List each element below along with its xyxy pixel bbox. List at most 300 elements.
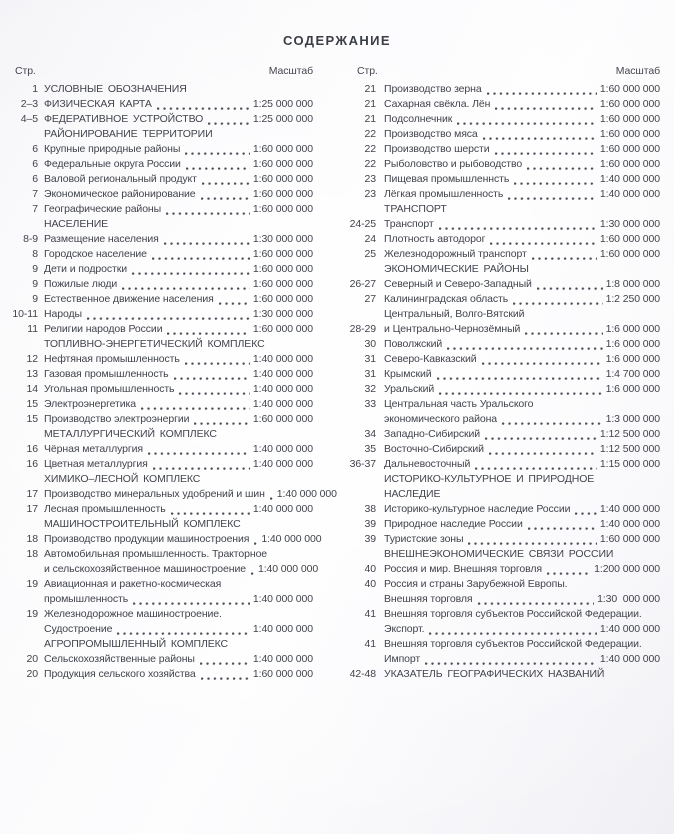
dot-leader [487, 92, 597, 95]
entry-title: Естественное движение населения [44, 293, 214, 305]
page-number: 32 [364, 383, 376, 395]
page-number: 42-48 [349, 668, 376, 680]
toc-heading-line [345, 202, 660, 217]
dot-leader [185, 152, 250, 155]
page-number: 22 [364, 143, 376, 155]
toc-entry-line [12, 592, 313, 607]
entry-title: Городское население [44, 248, 147, 260]
scale-value: 1:60 000 000 [599, 128, 660, 140]
scale-value: 1:40 000 000 [599, 623, 660, 635]
page-number: 35 [364, 443, 376, 455]
entry-title: Дальневосточный [384, 458, 471, 470]
entry-title: Историко-культурное наследие России [384, 503, 571, 515]
toc-heading-line [12, 427, 313, 442]
toc-column-left [12, 64, 337, 682]
page-number: 4–5 [20, 113, 38, 125]
entry-title: Природное наследие России [384, 518, 523, 530]
toc-entry-line [345, 232, 660, 247]
scale-value: 1:40 000 000 [252, 593, 313, 605]
toc-rows [12, 82, 337, 682]
dot-leader [439, 392, 602, 395]
dot-leader [167, 332, 249, 335]
page-number: 8 [32, 248, 38, 260]
page-number: 33 [364, 398, 376, 410]
page-number: 6 [32, 158, 38, 170]
scale-value: 1:40 000 000 [252, 368, 313, 380]
dot-leader [483, 137, 597, 140]
entry-title: Пищевая промышленнсть [384, 173, 510, 185]
dot-leader [485, 437, 597, 440]
dot-leader [174, 377, 250, 380]
toc-entry-line [345, 412, 660, 427]
toc-heading-line [12, 337, 313, 352]
scale-value: 1:60 000 000 [252, 143, 313, 155]
entry-title: ВНЕШНЕЭКОНОМИЧЕСКИЕ СВЯЗИ РОССИИ [384, 548, 614, 560]
dot-leader [514, 182, 597, 185]
page-number: 2–3 [20, 98, 38, 110]
entry-title: Россия и страны Зарубежной Европы. [384, 578, 568, 590]
page-number: 1 [32, 83, 38, 95]
toc-entry-line [345, 157, 660, 172]
toc-entry-line [345, 292, 660, 307]
dot-leader [201, 197, 250, 200]
toc-entry-line [345, 277, 660, 292]
toc-entry-line [12, 322, 313, 337]
entry-title: Производство зерна [384, 83, 482, 95]
entry-title: Железнодорожное машиностроение. [44, 608, 222, 620]
toc-entry-line [345, 607, 660, 622]
entry-title: ФИЗИЧЕСКАЯ КАРТА [44, 98, 152, 110]
scale-value: 1:30 000 000 [252, 308, 313, 320]
scale-value: 1:40 000 000 [252, 458, 313, 470]
toc-heading-line [345, 667, 660, 682]
dot-leader [439, 227, 597, 230]
page-number: 40 [364, 578, 376, 590]
dot-leader [132, 272, 250, 275]
toc-heading-line [345, 262, 660, 277]
toc-entry-line [345, 592, 660, 607]
scale-value: 1:40 000 000 [252, 398, 313, 410]
entry-title: Размещение населения [44, 233, 159, 245]
toc-entry-line [345, 247, 660, 262]
scale-value: 1:40 000 000 [261, 533, 322, 545]
page-number: 8-9 [23, 233, 38, 245]
page-number: 39 [364, 533, 376, 545]
dot-leader [153, 467, 250, 470]
scale-value: 1:60 000 000 [599, 83, 660, 95]
dot-leader [429, 632, 596, 635]
scale-value: 1:60 000 000 [252, 278, 313, 290]
entry-title: ФЕДЕРАТИВНОЕ УСТРОЙСТВО [44, 113, 204, 125]
scale-value: 1:25 000 000 [252, 113, 313, 125]
page-number: 41 [364, 638, 376, 650]
entry-title: Цветная металлургия [44, 458, 148, 470]
dot-leader [425, 662, 597, 665]
dot-leader [179, 392, 249, 395]
toc-entry-line [12, 547, 313, 562]
dot-leader [157, 107, 250, 110]
toc-entry-line [345, 217, 660, 232]
entry-title: Угольная промышленность [44, 383, 175, 395]
entry-title: Сельскохозяйственные районы [44, 653, 195, 665]
page-number: 31 [364, 353, 376, 365]
page-number: 20 [26, 653, 38, 665]
toc-entry-line [345, 127, 660, 142]
entry-title: Валовой региональный продукт [44, 173, 197, 185]
dot-leader [513, 302, 602, 305]
scale-value: 1:8 000 000 [605, 278, 660, 290]
entry-title: Продукция сельского хозяйства [44, 668, 196, 680]
page-number: 15 [26, 398, 38, 410]
dot-leader [87, 317, 250, 320]
toc-entry-line [345, 532, 660, 547]
toc-entry-line [12, 262, 313, 277]
page-number: 24-25 [349, 218, 376, 230]
entry-title: и Центрально-Чернозёмный [384, 323, 521, 335]
page-number: 6 [32, 173, 38, 185]
entry-title: Судостроение [44, 623, 113, 635]
scale-value: 1:60 000 000 [252, 248, 313, 260]
entry-title: ТОПЛИВНО-ЭНЕРГЕТИЧЕСКИЙ КОМПЛЕКС [44, 338, 265, 350]
page-number: 7 [32, 188, 38, 200]
page-number: 15 [26, 413, 38, 425]
toc-entry-line [12, 412, 313, 427]
dot-leader [141, 407, 250, 410]
scale-value: 1:60 000 000 [252, 173, 313, 185]
entry-title: Лёгкая промышленность [384, 188, 504, 200]
scale-value: 1:40 000 000 [257, 563, 319, 575]
dot-leader [495, 152, 597, 155]
toc-entry-line [12, 172, 313, 187]
toc-entry-line [345, 622, 660, 637]
toc-entry-line [345, 502, 660, 517]
scale-value: 1:200 000 000 [594, 563, 660, 575]
entry-title: Уральский [384, 383, 435, 395]
scale-value: 1:60 000 000 [252, 263, 313, 275]
dot-leader [537, 287, 603, 290]
entry-title: Плотность автодорог [384, 233, 486, 245]
page-number: 22 [364, 128, 376, 140]
entry-title: Поволжский [384, 338, 443, 350]
entry-title: АГРОПРОМЫШЛЕННЫЙ КОМПЛЕКС [44, 638, 229, 650]
toc-entry-line [345, 457, 660, 472]
entry-title: Транспорт [384, 218, 434, 230]
toc-entry-line [12, 457, 313, 472]
page-number: 28-29 [349, 323, 376, 335]
entry-title: Восточно-Сибирский [384, 443, 484, 455]
page-number: 18 [26, 548, 38, 560]
toc-rows [345, 82, 660, 682]
toc-entry-line [345, 562, 660, 577]
scale-value: 1:60 000 000 [252, 293, 313, 305]
scale-value: 1:60 000 000 [599, 113, 660, 125]
entry-title: Географические районы [44, 203, 162, 215]
entry-title: УСЛОВНЫЕ ОБОЗНАЧЕНИЯ [44, 83, 187, 95]
toc-heading-line [12, 112, 313, 127]
scale-value: 1:40 000 000 [599, 173, 660, 185]
toc-entry-line [12, 202, 313, 217]
page-number: 6 [32, 143, 38, 155]
toc-heading-line [12, 97, 313, 112]
page-number: 26-27 [349, 278, 376, 290]
page-number: 40 [364, 563, 376, 575]
entry-title: Электроэнергетика [44, 398, 136, 410]
entry-title: Калининградская область [384, 293, 509, 305]
page-number: 10-11 [12, 308, 38, 320]
toc-entry-line [12, 487, 337, 502]
entry-title: Экспорт. [384, 623, 425, 635]
scale-value: 1:2 250 000 [605, 293, 660, 305]
scale-value: 1:6 000 000 [605, 323, 660, 335]
entry-title: МАШИНОСТРОИТЕЛЬНЫЙ КОМПЛЕКС [44, 518, 241, 530]
scale-value: 1:40 000 000 [252, 353, 313, 365]
toc-heading-line [345, 487, 660, 502]
dot-leader [171, 512, 250, 515]
entry-title: Авиационная и ракетно-космическая [44, 578, 222, 590]
page-column-label: Стр. [15, 65, 36, 77]
dot-leader [185, 362, 250, 365]
dot-leader [478, 602, 595, 605]
dot-leader [186, 167, 250, 170]
dot-leader [122, 287, 250, 290]
dot-leader [528, 527, 597, 530]
entry-title: Центральный, Волго-Вятский [384, 308, 525, 320]
toc-entry-line [12, 307, 313, 322]
entry-title: промышленность [44, 593, 129, 605]
dot-leader [152, 257, 250, 260]
page-number: 19 [26, 608, 38, 620]
page-number: 9 [32, 263, 38, 275]
entry-title: Производство продукции машиностроения [44, 533, 250, 545]
entry-title: Внешняя торговля [384, 593, 473, 605]
toc-entry-line [12, 667, 313, 682]
entry-title: МЕТАЛЛУРГИЧЕСКИЙ КОМПЛЕКС [44, 428, 217, 440]
dot-leader [482, 362, 603, 365]
toc-entry-line [345, 112, 660, 127]
toc-entry-line [12, 277, 313, 292]
dot-leader [527, 167, 597, 170]
page-number: 18 [26, 533, 38, 545]
entry-title: Западно-Сибирский [384, 428, 481, 440]
scale-value: 1:40 000 000 [599, 653, 660, 665]
toc-entry-line [345, 442, 660, 457]
dot-leader [254, 542, 258, 545]
toc-entry-line [12, 577, 313, 592]
dot-leader [457, 122, 597, 125]
dot-leader [166, 212, 250, 215]
page-number: 16 [26, 458, 38, 470]
toc-entry-line [12, 397, 313, 412]
dot-leader [508, 197, 597, 200]
page-number: 22 [364, 158, 376, 170]
dot-leader [251, 572, 255, 575]
page-number: 17 [26, 503, 38, 515]
dot-leader [437, 377, 603, 380]
entry-title: Нефтяная промышленность [44, 353, 180, 365]
scale-value: 1:60 000 000 [599, 158, 660, 170]
toc-entry-line [345, 187, 660, 202]
entry-title: и сельскохозяйственное машиностроение [44, 563, 246, 575]
scale-value: 1:60 000 000 [599, 143, 660, 155]
page-number: 9 [32, 278, 38, 290]
toc-entry-line [12, 442, 313, 457]
dot-leader [201, 677, 250, 680]
toc-entry-line [12, 352, 313, 367]
dot-leader [447, 347, 602, 350]
toc-entry-line [12, 292, 313, 307]
toc-entry-line [12, 382, 313, 397]
dot-leader [117, 632, 250, 635]
entry-title: Производство электроэнергии [44, 413, 190, 425]
page-number: 19 [26, 578, 38, 590]
page-number: 36-37 [349, 458, 376, 470]
dot-leader [219, 302, 250, 305]
toc-entry-line [345, 142, 660, 157]
entry-title: Дети и подростки [44, 263, 127, 275]
page-number: 27 [364, 293, 376, 305]
toc-entry-line [12, 157, 313, 172]
dot-leader [547, 572, 591, 575]
entry-title: Северный и Северо-Западный [384, 278, 532, 290]
entry-title: Железнодорожный транспорт [384, 248, 527, 260]
entry-title: Крымский [384, 368, 432, 380]
page-number: 21 [364, 113, 376, 125]
scale-value: 1:60 000 000 [252, 188, 313, 200]
toc-entry-line [12, 232, 313, 247]
toc-column-right [345, 64, 660, 682]
scale-value: 1:60 000 000 [599, 248, 660, 260]
page-number: 7 [32, 203, 38, 215]
toc-entry-line [345, 517, 660, 532]
entry-title: Внешняя торговля субъектов Российской Федерации. [384, 638, 642, 650]
scale-value: 1:60 000 000 [599, 233, 660, 245]
dot-leader [164, 242, 250, 245]
toc-heading-line [12, 517, 313, 532]
entry-title: Федеральные округа России [44, 158, 181, 170]
page-number: 25 [364, 248, 376, 260]
dot-leader [532, 257, 597, 260]
dot-leader [489, 452, 597, 455]
entry-title: НАСЛЕДИЕ [384, 488, 441, 500]
toc-heading-line [12, 217, 313, 232]
toc-heading-line [12, 472, 313, 487]
toc-heading-line [12, 82, 313, 97]
scale-column-label: Масштаб [268, 65, 313, 77]
scale-value: 1:40 000 000 [252, 653, 313, 665]
scale-value: 1:4 700 000 [605, 368, 660, 380]
entry-title: Сахарная свёкла. Лён [384, 98, 491, 110]
scale-value: 1:40 000 000 [252, 443, 313, 455]
page-number: 30 [364, 338, 376, 350]
entry-title: РАЙОНИРОВАНИЕ ТЕРРИТОРИИ [44, 128, 213, 140]
scale-value: 1:60 000 000 [252, 323, 313, 335]
scale-value: 1:12 500 000 [599, 428, 660, 440]
entry-title: Народы [44, 308, 82, 320]
scale-value: 1:60 000 000 [252, 413, 313, 425]
scale-value: 1:6 000 000 [605, 383, 660, 395]
entry-title: ЭКОНОМИЧЕСКИЕ РАЙОНЫ [384, 263, 529, 275]
entry-title: Центральная часть Уральского [384, 398, 534, 410]
page-number: 38 [364, 503, 376, 515]
entry-title: Лесная промышленность [44, 503, 166, 515]
page-number: 23 [364, 188, 376, 200]
page-number: 12 [26, 353, 38, 365]
scale-value: 1:40 000 000 [276, 488, 337, 500]
entry-title: Россия и мир. Внешняя торговля [384, 563, 543, 575]
page-column-label: Стр. [357, 65, 378, 77]
page-number: 21 [364, 83, 376, 95]
toc-entry-line [12, 652, 313, 667]
entry-title: Чёрная металлургия [44, 443, 143, 455]
entry-title: Импорт [384, 653, 421, 665]
page-number: 9 [32, 293, 38, 305]
toc-entry-line [345, 427, 660, 442]
scale-value: 1:60 000 000 [252, 668, 313, 680]
entry-title: ИСТОРИКО-КУЛЬТУРНОЕ И ПРИРОДНОЕ [384, 473, 595, 485]
dot-leader [202, 182, 250, 185]
scale-value: 1:15 000 000 [599, 458, 660, 470]
toc-entry-line [345, 97, 660, 112]
scale-value: 1:60 000 000 [599, 98, 660, 110]
entry-title: Внешняя торговля субъектов Российской Федерации. [384, 608, 642, 620]
dot-leader [575, 512, 597, 515]
toc-entry-line [345, 82, 660, 97]
dot-leader [208, 122, 250, 125]
toc-heading-line [345, 472, 660, 487]
dot-leader [495, 107, 597, 110]
entry-title: Газовая промышленность [44, 368, 169, 380]
scale-value: 1:40 000 000 [252, 623, 313, 635]
entry-title: Экономическое районирование [44, 188, 196, 200]
scale-value: 1:30 000 000 [252, 233, 313, 245]
scale-value: 1:30 000 000 [599, 218, 660, 230]
dot-leader [270, 497, 274, 500]
page-number: 24 [364, 233, 376, 245]
scale-value: 1:40 000 000 [599, 518, 660, 530]
entry-title: Подсолнечник [384, 113, 453, 125]
page-number: 17 [26, 488, 38, 500]
entry-title: ХИМИКО–ЛЕСНОЙ КОМПЛЕКС [44, 473, 201, 485]
dot-leader [148, 452, 250, 455]
scale-value: 1:6 000 000 [605, 353, 660, 365]
toc-entry-line [345, 307, 660, 322]
toc-heading-line [345, 547, 660, 562]
page-number: 21 [364, 98, 376, 110]
toc-entry-line [12, 607, 313, 622]
entry-title: НАСЕЛЕНИЕ [44, 218, 109, 230]
toc-entry-line [12, 622, 313, 637]
entry-title: Производство мяса [384, 128, 478, 140]
scale-column-label: Масштаб [615, 65, 660, 77]
entry-title: экономического района [384, 413, 498, 425]
dot-leader [194, 422, 250, 425]
column-header [345, 64, 660, 79]
toc-heading-line [12, 637, 313, 652]
entry-title: Туристские зоны [384, 533, 464, 545]
entry-title: Северо-Кавказский [384, 353, 477, 365]
page-number: 11 [27, 323, 38, 335]
page-number: 14 [26, 383, 38, 395]
scale-value: 1:12 500 000 [599, 443, 660, 455]
dot-leader [490, 242, 597, 245]
toc-entry-line [12, 247, 313, 262]
toc-entry-line [345, 322, 660, 337]
scale-value: 1:40 000 000 [252, 383, 313, 395]
column-header [12, 64, 313, 79]
page-number: 34 [364, 428, 376, 440]
toc-entry-line [12, 562, 319, 577]
toc-entry-line [345, 337, 660, 352]
